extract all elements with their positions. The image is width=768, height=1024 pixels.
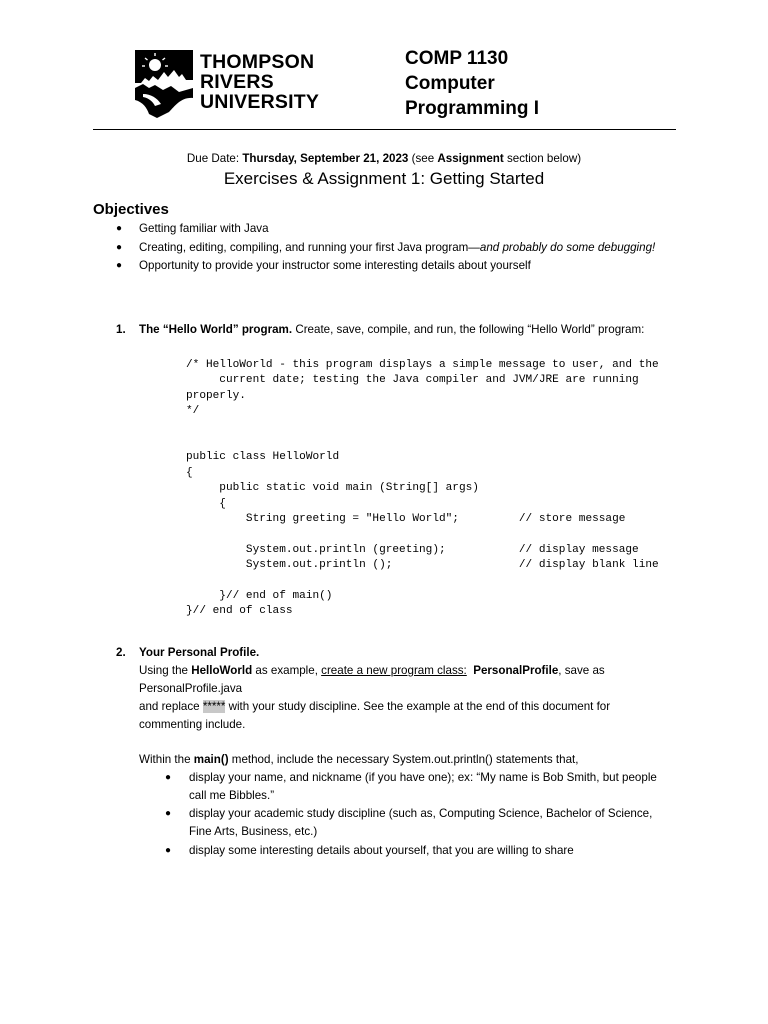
exercise2-within <box>139 751 578 769</box>
code-line: properly. <box>186 389 246 402</box>
exercise-number: 2. <box>116 646 126 659</box>
code-line <box>186 574 659 589</box>
exercise2-line: PersonalProfile.java <box>139 682 243 695</box>
bullet-icon: ● <box>165 845 172 856</box>
exercise1-intro <box>139 321 644 339</box>
bullet-icon: ● <box>165 772 172 783</box>
page-title: Exercises & Assignment 1: Getting Started <box>223 169 545 188</box>
code-line: String greeting = "Hello World"; // store message <box>186 513 626 526</box>
code-line: System.out.println (greeting); // display message <box>186 543 639 556</box>
due-date-value: Thursday, September 21, 2023 <box>242 152 409 165</box>
text-span: as example, <box>252 664 322 677</box>
text-span: , save as <box>558 664 605 677</box>
exercise2-line: commenting include. <box>139 718 246 731</box>
tru-logo-icon <box>135 50 193 118</box>
requirement-line: display your academic study discipline (such as, Computing Science, Bachelor of Science, <box>189 807 653 820</box>
requirement-item <box>189 769 657 805</box>
university-line: UNIVERSITY <box>200 91 320 113</box>
requirement-line: Fine Arts, Business, etc.) <box>189 825 318 838</box>
requirement-line: display your name, and nickname (if you have one); ex: “My name is Bob Smith, but people <box>189 771 657 784</box>
header-divider <box>93 129 676 130</box>
exercise2-line <box>139 662 605 680</box>
due-date <box>0 150 768 168</box>
requirement-item <box>189 842 574 860</box>
objective-item-text: Creating, editing, compiling, and running your first Java program— <box>139 241 480 254</box>
code-line <box>186 420 659 435</box>
code-line: { <box>186 466 193 479</box>
bullet-icon: ● <box>116 260 123 271</box>
university-line: RIVERS <box>200 71 274 93</box>
code-line: }// end of class <box>186 605 293 618</box>
class-name: HelloWorld <box>191 664 253 677</box>
exercise2-heading: Your Personal Profile. <box>139 646 260 659</box>
objective-item: Getting familiar with Java <box>139 222 269 235</box>
text-span: and replace <box>139 700 203 713</box>
due-suffix: section below) <box>503 152 582 165</box>
exercise1-heading: The “Hello World” program. <box>139 323 293 336</box>
course-name-line: Programming I <box>405 98 540 119</box>
objectives-heading: Objectives <box>93 201 169 218</box>
text-span: Within the <box>139 753 194 766</box>
code-line: */ <box>186 405 200 418</box>
due-assignment-word: Assignment <box>437 152 504 165</box>
bullet-icon: ● <box>116 223 123 234</box>
exercise2-line <box>139 698 610 716</box>
bullet-icon: ● <box>165 808 172 819</box>
code-line: /* HelloWorld - this program displays a simple message to user, and the <box>186 359 659 371</box>
underlined-instruction: create a new program class: <box>321 664 467 677</box>
university-name <box>200 52 319 112</box>
code-line: public static void main (String[] args) <box>186 482 479 495</box>
objective-item-italic: and probably do some debugging! <box>479 241 656 254</box>
course-code: COMP 1130 <box>405 48 509 69</box>
code-line: { <box>186 497 226 510</box>
course-title <box>405 46 539 121</box>
code-block <box>186 358 659 620</box>
code-line <box>186 527 659 542</box>
text-span: with your study discipline. See the example at the end of this document for <box>225 700 611 713</box>
code-line <box>186 435 659 450</box>
requirement-line: call me Bibbles.” <box>189 789 275 802</box>
text-span: method, include the necessary System.out.println() statements that, <box>228 753 579 766</box>
university-line: THOMPSON <box>200 51 315 73</box>
exercise1-text: Create, save, compile, and run, the following “Hello World” program: <box>292 323 645 336</box>
code-line: }// end of main() <box>186 590 333 603</box>
code-line: public class HelloWorld <box>186 451 340 464</box>
highlighted-placeholder: ***** <box>202 700 226 713</box>
code-line: current date; testing the Java compiler and JVM/JRE are running <box>186 374 639 387</box>
objective-item <box>139 239 655 257</box>
requirement-line: display some interesting details about yourself, that you are willing to share <box>189 844 574 857</box>
bullet-icon: ● <box>116 242 123 253</box>
course-name-line: Computer <box>405 73 495 94</box>
due-middle: (see <box>408 152 438 165</box>
requirement-item <box>189 805 652 841</box>
class-name: PersonalProfile <box>473 664 559 677</box>
objective-item: Opportunity to provide your instructor some interesting details about yourself <box>139 259 531 272</box>
text-span: Using the <box>139 664 192 677</box>
due-prefix: Due Date: <box>186 152 243 165</box>
code-line: System.out.println (); // display blank line <box>186 559 659 572</box>
method-name: main() <box>193 753 229 766</box>
exercise-number: 1. <box>116 323 126 336</box>
